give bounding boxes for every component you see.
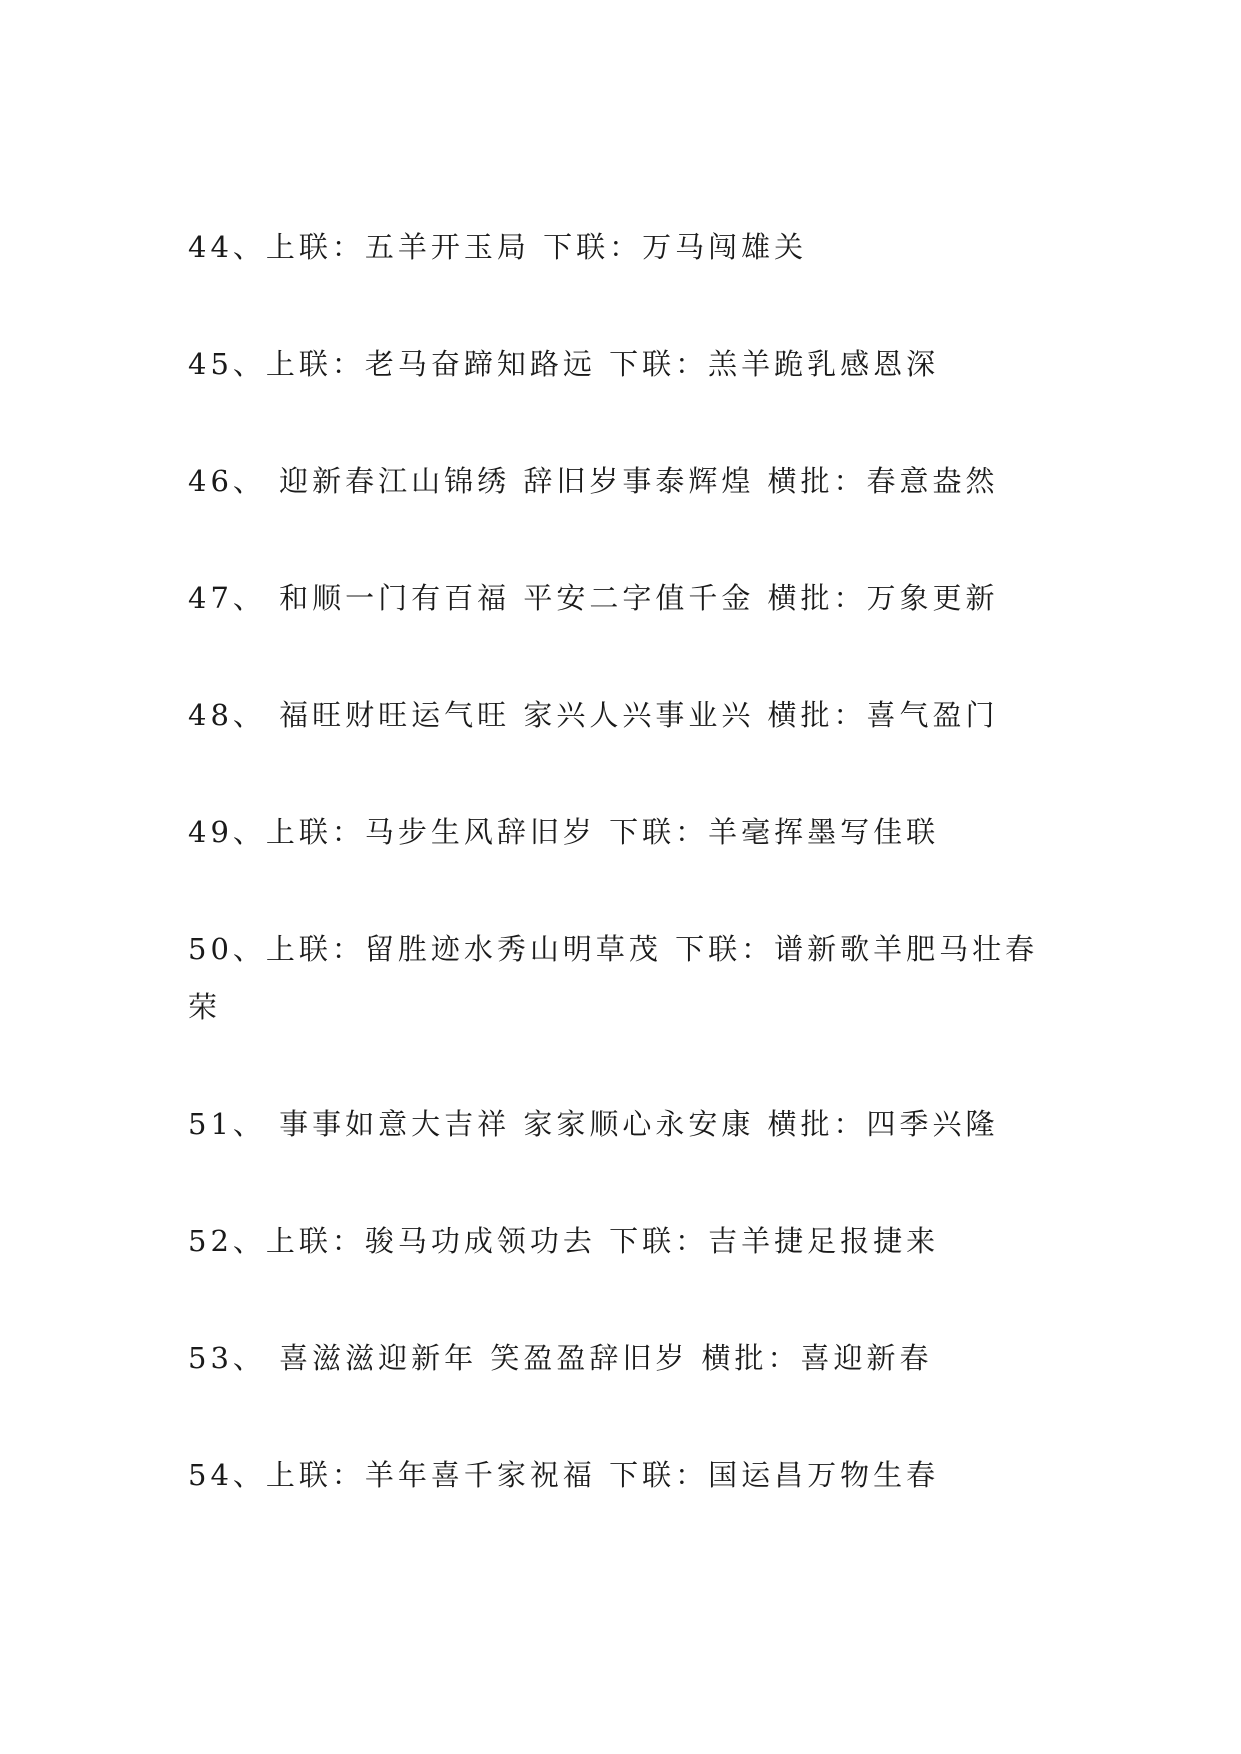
couplet-item: 44、上联：五羊开玉局 下联：万马闯雄关 xyxy=(188,230,808,264)
couplet-item: 51、 事事如意大吉祥 家家顺心永安康 横批：四季兴隆 xyxy=(188,1107,999,1141)
couplet-item: 45、上联：老马奋蹄知路远 下联：羔羊跪乳感恩深 xyxy=(188,347,940,381)
couplet-item: 46、 迎新春江山锦绣 辞旧岁事泰辉煌 横批：春意盎然 xyxy=(188,464,999,498)
couplet-item: 50、上联：留胜迹水秀山明草茂 下联：谱新歌羊肥马壮春荣 xyxy=(188,932,1039,1024)
couplet-item: 53、 喜滋滋迎新年 笑盈盈辞旧岁 横批：喜迎新春 xyxy=(188,1341,933,1375)
couplet-item: 54、上联：羊年喜千家祝福 下联：国运昌万物生春 xyxy=(188,1458,940,1492)
couplet-item: 48、 福旺财旺运气旺 家兴人兴事业兴 横批：喜气盈门 xyxy=(188,698,999,732)
couplet-list xyxy=(188,218,1068,1504)
couplet-item: 47、 和顺一门有百福 平安二字值千金 横批：万象更新 xyxy=(188,581,999,615)
couplet-item: 49、上联：马步生风辞旧岁 下联：羊毫挥墨写佳联 xyxy=(188,815,940,849)
couplet-item: 52、上联：骏马功成领功去 下联：吉羊捷足报捷来 xyxy=(188,1224,940,1258)
